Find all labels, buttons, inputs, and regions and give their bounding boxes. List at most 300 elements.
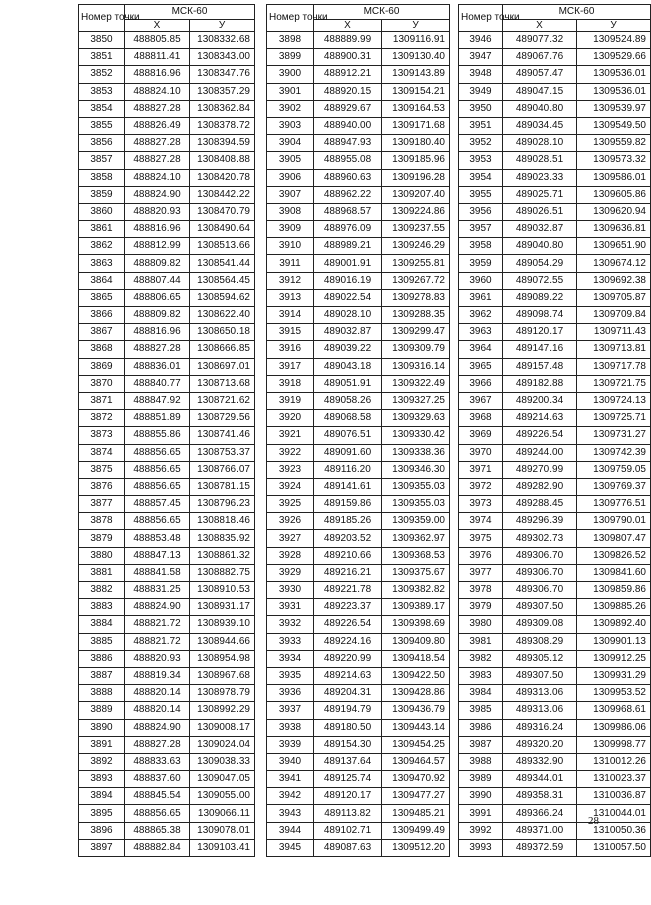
table-row [267, 513, 450, 530]
point-number-cell: 3890 [79, 719, 125, 736]
y-coord-cell: 1309807.47 [577, 530, 651, 547]
point-number-cell: 3922 [267, 444, 314, 461]
point-number-cell: 3965 [459, 358, 503, 375]
point-number-cell: 3861 [79, 221, 125, 238]
point-number-cell: 3954 [459, 169, 503, 186]
table-row [459, 66, 651, 83]
y-coord-cell: 1309246.29 [382, 238, 450, 255]
y-coord-cell: 1308362.84 [190, 100, 255, 117]
table-row [79, 461, 255, 478]
table-row [267, 152, 450, 169]
point-number-cell: 3955 [459, 186, 503, 203]
x-coord-cell: 489028.10 [314, 307, 382, 324]
x-coord-cell: 489137.64 [314, 753, 382, 770]
y-coord-cell: 1309721.75 [577, 375, 651, 392]
y-coord-cell: 1309436.79 [382, 702, 450, 719]
table-row [79, 805, 255, 822]
y-coord-cell: 1308666.85 [190, 341, 255, 358]
point-number-cell: 3986 [459, 719, 503, 736]
table-row [459, 32, 651, 49]
table-row [459, 822, 651, 839]
x-coord-cell: 488962.22 [314, 186, 382, 203]
y-coord-cell: 1309529.66 [577, 49, 651, 66]
y-coord-cell: 1309355.03 [382, 496, 450, 513]
table-row [79, 221, 255, 238]
x-coord-cell: 488824.90 [125, 186, 190, 203]
x-coord-cell: 488816.96 [125, 221, 190, 238]
x-coord-cell: 489320.20 [503, 736, 577, 753]
x-coord-cell: 488807.44 [125, 272, 190, 289]
table-row [79, 83, 255, 100]
x-coord-cell: 489067.76 [503, 49, 577, 66]
x-coord-cell: 488855.86 [125, 427, 190, 444]
point-number-cell: 3878 [79, 513, 125, 530]
header-system: МСК-60 [314, 5, 450, 20]
point-number-cell: 3942 [267, 788, 314, 805]
table-row [459, 513, 651, 530]
point-number-cell: 3948 [459, 66, 503, 83]
y-coord-cell: 1309742.39 [577, 444, 651, 461]
y-coord-cell: 1309892.40 [577, 616, 651, 633]
point-number-cell: 3872 [79, 410, 125, 427]
table-row [267, 135, 450, 152]
table-row [459, 117, 651, 134]
point-number-cell: 3932 [267, 616, 314, 633]
y-coord-cell: 1309362.97 [382, 530, 450, 547]
table-row [267, 169, 450, 186]
y-coord-cell: 1309185.96 [382, 152, 450, 169]
y-coord-cell: 1308332.68 [190, 32, 255, 49]
table-row [79, 427, 255, 444]
table-row [459, 461, 651, 478]
x-coord-cell: 488812.99 [125, 238, 190, 255]
point-number-cell: 3912 [267, 272, 314, 289]
y-coord-cell: 1308766.07 [190, 461, 255, 478]
x-coord-cell: 489098.74 [503, 307, 577, 324]
point-number-cell: 3895 [79, 805, 125, 822]
y-coord-cell: 1309237.55 [382, 221, 450, 238]
x-coord-cell: 489216.21 [314, 564, 382, 581]
table-row [267, 547, 450, 564]
table-row [267, 341, 450, 358]
table-row [79, 839, 255, 856]
point-number-cell: 3909 [267, 221, 314, 238]
y-coord-cell: 1308818.46 [190, 513, 255, 530]
x-coord-cell: 489028.51 [503, 152, 577, 169]
x-coord-cell: 489214.63 [503, 410, 577, 427]
x-coord-cell: 489120.17 [503, 324, 577, 341]
x-coord-cell: 488865.38 [125, 822, 190, 839]
y-coord-cell: 1308861.32 [190, 547, 255, 564]
table-row [267, 753, 450, 770]
table-row [267, 289, 450, 306]
table-row [459, 650, 651, 667]
y-coord-cell: 1309389.17 [382, 599, 450, 616]
y-coord-cell: 1308781.15 [190, 478, 255, 495]
y-coord-cell: 1309790.01 [577, 513, 651, 530]
point-number-cell: 3934 [267, 650, 314, 667]
y-coord-cell: 1309375.67 [382, 564, 450, 581]
point-number-cell: 3855 [79, 117, 125, 134]
point-number-cell: 3975 [459, 530, 503, 547]
point-number-cell: 3908 [267, 203, 314, 220]
y-coord-cell: 1309278.83 [382, 289, 450, 306]
y-coord-cell: 1308594.62 [190, 289, 255, 306]
table-row [79, 358, 255, 375]
point-number-cell: 3889 [79, 702, 125, 719]
table-row [79, 289, 255, 306]
point-number-cell: 3926 [267, 513, 314, 530]
point-number-cell: 3964 [459, 341, 503, 358]
y-coord-cell: 1309559.82 [577, 135, 651, 152]
table-row [267, 32, 450, 49]
point-number-cell: 3920 [267, 410, 314, 427]
table-row [79, 478, 255, 495]
table-row [267, 186, 450, 203]
x-coord-cell: 488820.14 [125, 702, 190, 719]
point-number-cell: 3951 [459, 117, 503, 134]
x-coord-cell: 489214.63 [314, 667, 382, 684]
y-coord-cell: 1309573.32 [577, 152, 651, 169]
x-coord-cell: 488856.65 [125, 444, 190, 461]
x-coord-cell: 489244.00 [503, 444, 577, 461]
table-row [267, 599, 450, 616]
y-coord-cell: 1309539.97 [577, 100, 651, 117]
y-coord-cell: 1309549.50 [577, 117, 651, 134]
y-coord-cell: 1308729.56 [190, 410, 255, 427]
x-coord-cell: 488857.45 [125, 496, 190, 513]
x-coord-cell: 489022.54 [314, 289, 382, 306]
x-coord-cell: 489226.54 [314, 616, 382, 633]
y-coord-cell: 1309143.89 [382, 66, 450, 83]
table-row [267, 410, 450, 427]
x-coord-cell: 489120.17 [314, 788, 382, 805]
x-coord-cell: 488816.96 [125, 66, 190, 83]
y-coord-cell: 1309499.49 [382, 822, 450, 839]
y-coord-cell: 1309327.25 [382, 392, 450, 409]
x-coord-cell: 489157.48 [503, 358, 577, 375]
table-row [267, 444, 450, 461]
y-coord-cell: 1309055.00 [190, 788, 255, 805]
y-coord-cell: 1309207.40 [382, 186, 450, 203]
table-row [79, 530, 255, 547]
table-row [79, 599, 255, 616]
table-row [267, 685, 450, 702]
point-number-cell: 3894 [79, 788, 125, 805]
x-coord-cell: 488856.65 [125, 461, 190, 478]
point-number-cell: 3859 [79, 186, 125, 203]
table-row [267, 564, 450, 581]
x-coord-cell: 489224.16 [314, 633, 382, 650]
table-row [459, 736, 651, 753]
x-coord-cell: 488831.25 [125, 582, 190, 599]
x-coord-cell: 489270.99 [503, 461, 577, 478]
y-coord-cell: 1309620.94 [577, 203, 651, 220]
y-coord-cell: 1309759.05 [577, 461, 651, 478]
table-row [79, 272, 255, 289]
x-coord-cell: 489034.45 [503, 117, 577, 134]
x-coord-cell: 488856.65 [125, 478, 190, 495]
point-number-cell: 3936 [267, 685, 314, 702]
point-number-cell: 3966 [459, 375, 503, 392]
y-coord-cell: 1309709.84 [577, 307, 651, 324]
y-coord-cell: 1309536.01 [577, 66, 651, 83]
table-row [267, 358, 450, 375]
table-row [267, 633, 450, 650]
header-y: У [382, 20, 450, 32]
point-number-cell: 3939 [267, 736, 314, 753]
header-x: X [314, 20, 382, 32]
point-number-cell: 3903 [267, 117, 314, 134]
x-coord-cell: 488847.13 [125, 547, 190, 564]
x-coord-cell: 488816.96 [125, 324, 190, 341]
table-row [459, 685, 651, 702]
table-row [459, 341, 651, 358]
table-row [267, 736, 450, 753]
point-number-cell: 3993 [459, 839, 503, 856]
point-number-cell: 3856 [79, 135, 125, 152]
table-row [79, 100, 255, 117]
x-coord-cell: 489025.71 [503, 186, 577, 203]
table-row [459, 771, 651, 788]
y-coord-cell: 1309047.05 [190, 771, 255, 788]
x-coord-cell: 489077.32 [503, 32, 577, 49]
table-row [459, 702, 651, 719]
x-coord-cell: 488845.54 [125, 788, 190, 805]
x-coord-cell: 489023.33 [503, 169, 577, 186]
table-row [459, 392, 651, 409]
table-row [459, 358, 651, 375]
y-coord-cell: 1309998.77 [577, 736, 651, 753]
x-coord-cell: 489032.87 [314, 324, 382, 341]
point-number-cell: 3971 [459, 461, 503, 478]
point-number-cell: 3891 [79, 736, 125, 753]
table-row [459, 135, 651, 152]
point-number-cell: 3918 [267, 375, 314, 392]
point-number-cell: 3869 [79, 358, 125, 375]
x-coord-cell: 488837.60 [125, 771, 190, 788]
y-coord-cell: 1309196.28 [382, 169, 450, 186]
point-number-cell: 3937 [267, 702, 314, 719]
x-coord-cell: 489282.90 [503, 478, 577, 495]
point-number-cell: 3885 [79, 633, 125, 650]
table-row [267, 203, 450, 220]
point-number-cell: 3883 [79, 599, 125, 616]
table-row [79, 135, 255, 152]
x-coord-cell: 489309.08 [503, 616, 577, 633]
y-coord-cell: 1310036.87 [577, 788, 651, 805]
table-row [79, 771, 255, 788]
table-row [79, 152, 255, 169]
x-coord-cell: 488805.85 [125, 32, 190, 49]
x-coord-cell: 489313.06 [503, 702, 577, 719]
point-number-cell: 3943 [267, 805, 314, 822]
y-coord-cell: 1309731.27 [577, 427, 651, 444]
point-number-cell: 3897 [79, 839, 125, 856]
table-row [79, 753, 255, 770]
x-coord-cell: 488929.67 [314, 100, 382, 117]
y-coord-cell: 1309130.40 [382, 49, 450, 66]
table-row [459, 410, 651, 427]
point-number-cell: 3863 [79, 255, 125, 272]
x-coord-cell: 488947.93 [314, 135, 382, 152]
y-coord-cell: 1309725.71 [577, 410, 651, 427]
x-coord-cell: 488836.01 [125, 358, 190, 375]
x-coord-cell: 488940.00 [314, 117, 382, 134]
table-row [459, 272, 651, 289]
y-coord-cell: 1309674.12 [577, 255, 651, 272]
point-number-cell: 3917 [267, 358, 314, 375]
point-number-cell: 3914 [267, 307, 314, 324]
point-number-cell: 3972 [459, 478, 503, 495]
table-row [267, 307, 450, 324]
point-number-cell: 3880 [79, 547, 125, 564]
x-coord-cell: 489210.66 [314, 547, 382, 564]
table-row [459, 633, 651, 650]
x-coord-cell: 488853.48 [125, 530, 190, 547]
y-coord-cell: 1309359.00 [382, 513, 450, 530]
x-coord-cell: 489068.58 [314, 410, 382, 427]
table-row [459, 719, 651, 736]
x-coord-cell: 488826.49 [125, 117, 190, 134]
table-row [459, 753, 651, 770]
table-row [267, 324, 450, 341]
x-coord-cell: 489302.73 [503, 530, 577, 547]
x-coord-cell: 489306.70 [503, 564, 577, 581]
table-row [459, 599, 651, 616]
x-coord-cell: 488912.21 [314, 66, 382, 83]
table-row [79, 616, 255, 633]
y-coord-cell: 1309692.38 [577, 272, 651, 289]
y-coord-cell: 1308978.79 [190, 685, 255, 702]
y-coord-cell: 1309512.20 [382, 839, 450, 856]
point-number-cell: 3961 [459, 289, 503, 306]
y-coord-cell: 1309038.33 [190, 753, 255, 770]
table-row [79, 667, 255, 684]
point-number-cell: 3910 [267, 238, 314, 255]
x-coord-cell: 489113.82 [314, 805, 382, 822]
table-row [79, 547, 255, 564]
table-row [459, 582, 651, 599]
y-coord-cell: 1308967.68 [190, 667, 255, 684]
table-row [79, 392, 255, 409]
x-coord-cell: 488856.65 [125, 805, 190, 822]
table-row [459, 564, 651, 581]
point-number-cell: 3963 [459, 324, 503, 341]
x-coord-cell: 489051.91 [314, 375, 382, 392]
y-coord-cell: 1309368.53 [382, 547, 450, 564]
x-coord-cell: 488824.90 [125, 719, 190, 736]
y-coord-cell: 1309316.14 [382, 358, 450, 375]
table-row [267, 272, 450, 289]
table-row [79, 702, 255, 719]
y-coord-cell: 1309338.36 [382, 444, 450, 461]
point-number-cell: 3944 [267, 822, 314, 839]
y-coord-cell: 1309826.52 [577, 547, 651, 564]
x-coord-cell: 489125.74 [314, 771, 382, 788]
x-coord-cell: 489102.71 [314, 822, 382, 839]
point-number-cell: 3882 [79, 582, 125, 599]
table-row [79, 324, 255, 341]
y-coord-cell: 1310050.36 [577, 822, 651, 839]
point-number-cell: 3892 [79, 753, 125, 770]
x-coord-cell: 488882.84 [125, 839, 190, 856]
y-coord-cell: 1309322.49 [382, 375, 450, 392]
point-number-cell: 3958 [459, 238, 503, 255]
y-coord-cell: 1309931.29 [577, 667, 651, 684]
point-number-cell: 3867 [79, 324, 125, 341]
x-coord-cell: 489001.91 [314, 255, 382, 272]
x-coord-cell: 488827.28 [125, 152, 190, 169]
x-coord-cell: 489026.51 [503, 203, 577, 220]
y-coord-cell: 1309705.87 [577, 289, 651, 306]
x-coord-cell: 488920.15 [314, 83, 382, 100]
table-row [79, 169, 255, 186]
point-number-cell: 3981 [459, 633, 503, 650]
point-number-cell: 3938 [267, 719, 314, 736]
table-row [79, 186, 255, 203]
x-coord-cell: 488827.28 [125, 100, 190, 117]
point-number-cell: 3947 [459, 49, 503, 66]
point-number-cell: 3980 [459, 616, 503, 633]
y-coord-cell: 1309454.25 [382, 736, 450, 753]
x-coord-cell: 489204.31 [314, 685, 382, 702]
point-number-cell: 3886 [79, 650, 125, 667]
x-coord-cell: 488968.57 [314, 203, 382, 220]
point-number-cell: 3905 [267, 152, 314, 169]
y-coord-cell: 1309329.63 [382, 410, 450, 427]
x-coord-cell: 488833.63 [125, 753, 190, 770]
point-number-cell: 3896 [79, 822, 125, 839]
x-coord-cell: 488824.90 [125, 599, 190, 616]
table-row [267, 100, 450, 117]
y-coord-cell: 1308470.79 [190, 203, 255, 220]
point-number-cell: 3860 [79, 203, 125, 220]
point-number-cell: 3945 [267, 839, 314, 856]
x-coord-cell: 488840.77 [125, 375, 190, 392]
point-number-cell: 3902 [267, 100, 314, 117]
point-number-cell: 3973 [459, 496, 503, 513]
point-number-cell: 3871 [79, 392, 125, 409]
x-coord-cell: 489116.20 [314, 461, 382, 478]
y-coord-cell: 1309224.86 [382, 203, 450, 220]
x-coord-cell: 488889.99 [314, 32, 382, 49]
x-coord-cell: 489296.39 [503, 513, 577, 530]
header-x: X [503, 20, 577, 32]
point-number-cell: 3893 [79, 771, 125, 788]
table-row [267, 427, 450, 444]
table-row [459, 805, 651, 822]
point-number-cell: 3935 [267, 667, 314, 684]
table-row [267, 461, 450, 478]
table-row [459, 49, 651, 66]
table-row [267, 255, 450, 272]
table-row [79, 32, 255, 49]
x-coord-cell: 489366.24 [503, 805, 577, 822]
point-number-cell: 3868 [79, 341, 125, 358]
y-coord-cell: 1309912.25 [577, 650, 651, 667]
table-row [267, 392, 450, 409]
x-coord-cell: 488827.28 [125, 736, 190, 753]
x-coord-cell: 489076.51 [314, 427, 382, 444]
table-row [79, 117, 255, 134]
table-row [459, 427, 651, 444]
table-row [267, 238, 450, 255]
point-number-cell: 3921 [267, 427, 314, 444]
y-coord-cell: 1308796.23 [190, 496, 255, 513]
x-coord-cell: 489316.24 [503, 719, 577, 736]
y-coord-cell: 1309443.14 [382, 719, 450, 736]
